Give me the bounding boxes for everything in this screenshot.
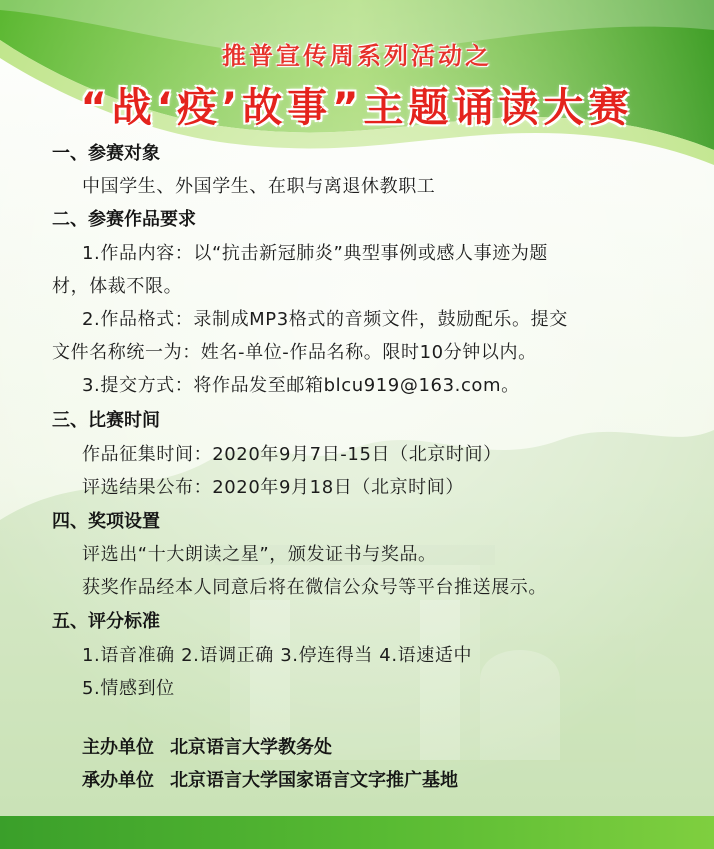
organizer-name: 北京语言大学教务处 bbox=[170, 737, 332, 758]
section-text: 文件名称统一为：姓名-单位-作品名称。限时10分钟以内。 bbox=[52, 342, 537, 363]
section-text: 1.作品内容：以“抗击新冠肺炎”典型事例或感人事迹为题 bbox=[82, 243, 549, 264]
poster-subtitle: 推普宣传周系列活动之 bbox=[222, 42, 492, 70]
section-text: 1.语音准确 2.语调正确 3.停连得当 4.语速适中 bbox=[82, 645, 473, 666]
section-text: 2.作品格式：录制成MP3格式的音频文件，鼓励配乐。提交 bbox=[82, 309, 568, 330]
poster-title: “战‘疫’故事”主题诵读大赛 bbox=[80, 85, 634, 131]
section-text: 作品征集时间：2020年9月7日-15日（北京时间） bbox=[82, 444, 502, 465]
section-heading-schedule: 三、比赛时间 bbox=[52, 410, 160, 431]
section-text: 3.提交方式：将作品发至邮箱blcu919@163.com。 bbox=[82, 375, 520, 396]
section-text: 中国学生、外国学生、在职与离退休教职工 bbox=[82, 176, 436, 197]
co-organizer-line bbox=[82, 769, 458, 793]
section-text: 获奖作品经本人同意后将在微信公众号等平台推送展示。 bbox=[82, 577, 547, 598]
section-heading-criteria: 五、评分标准 bbox=[52, 611, 160, 632]
organizer-label: 主办单位 bbox=[82, 737, 154, 758]
organizer-line bbox=[82, 736, 332, 760]
section-text: 材，体裁不限。 bbox=[52, 276, 183, 297]
section-heading-awards: 四、奖项设置 bbox=[52, 511, 160, 532]
section-text: 评选结果公布：2020年9月18日（北京时间） bbox=[82, 477, 464, 498]
section-heading-requirements: 二、参赛作品要求 bbox=[52, 209, 196, 230]
section-text: 5.情感到位 bbox=[82, 678, 175, 699]
co-organizer-label: 承办单位 bbox=[82, 770, 154, 791]
section-text: 评选出“十大朗读之星”，颁发证书与奖品。 bbox=[82, 544, 437, 565]
section-heading-participants: 一、参赛对象 bbox=[52, 143, 160, 164]
co-organizer-name: 北京语言大学国家语言文字推广基地 bbox=[170, 770, 458, 791]
bottom-green-bar bbox=[0, 816, 714, 849]
